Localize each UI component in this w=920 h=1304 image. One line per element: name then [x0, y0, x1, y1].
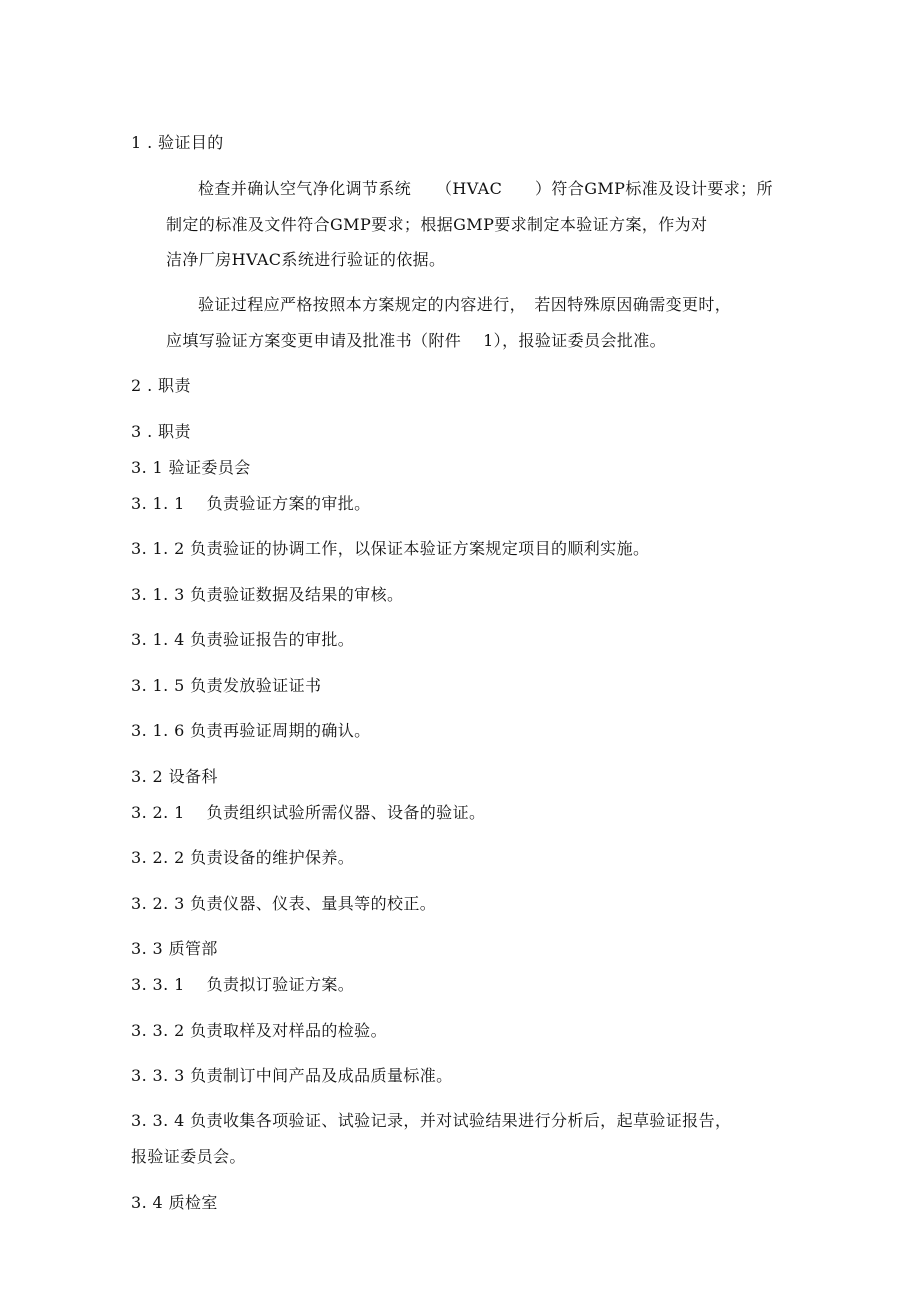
section-3-3-heading: 3. 3 质管部: [131, 939, 218, 958]
item-3-2-3: 3. 2. 3 负责仪器、仪表、量具等的校正。: [131, 894, 437, 913]
item-3-1-3: 3. 1. 3 负责验证数据及结果的审核。: [131, 585, 404, 604]
section-3-heading: 3 . 职责: [131, 422, 191, 441]
item-3-1-4: 3. 1. 4 负责验证报告的审批。: [131, 630, 355, 649]
item-3-1-5: 3. 1. 5 负责发放验证证书: [131, 676, 322, 695]
item-3-3-4-line-2: 报验证委员会。: [131, 1147, 246, 1166]
section-3-4-heading: 3. 4 质检室: [131, 1193, 218, 1212]
section-1-paragraph-1-line-2: 制定的标准及文件符合GMP要求；根据GMP要求制定本验证方案，作为对: [166, 215, 708, 234]
section-1-paragraph-1-line-1: 检查并确认空气净化调节系统 （HVAC ）符合GMP标准及设计要求；所: [198, 179, 773, 198]
item-3-1-1: 3. 1. 1 负责验证方案的审批。: [131, 494, 371, 513]
item-3-3-4-line-1: 3. 3. 4 负责收集各项验证、试验记录，并对试验结果进行分析后，起草验证报告，: [131, 1111, 732, 1130]
item-3-3-2: 3. 3. 2 负责取样及对样品的检验。: [131, 1021, 387, 1040]
item-3-1-2: 3. 1. 2 负责验证的协调工作，以保证本验证方案规定项目的顺利实施。: [131, 539, 650, 558]
item-3-2-2: 3. 2. 2 负责设备的维护保养。: [131, 848, 355, 867]
section-1-paragraph-2-line-2: 应填写验证方案变更申请及批准书（附件 1），报验证委员会批准。: [166, 331, 667, 350]
item-3-3-3: 3. 3. 3 负责制订中间产品及成品质量标准。: [131, 1066, 453, 1085]
section-1-heading: 1 . 验证目的: [131, 133, 224, 152]
item-3-3-1: 3. 3. 1 负责拟订验证方案。: [131, 975, 355, 994]
item-3-1-6: 3. 1. 6 负责再验证周期的确认。: [131, 721, 371, 740]
section-3-1-heading: 3. 1 验证委员会: [131, 458, 251, 477]
section-1-paragraph-1-line-3: 洁净厂房HVAC系统进行验证的依据。: [166, 250, 446, 269]
section-1-paragraph-2-line-1: 验证过程应严格按照本方案规定的内容进行， 若因特殊原因确需变更时，: [198, 295, 732, 314]
section-2-heading: 2 . 职责: [131, 376, 191, 395]
item-3-2-1: 3. 2. 1 负责组织试验所需仪器、设备的验证。: [131, 803, 486, 822]
section-3-2-heading: 3. 2 设备科: [131, 767, 218, 786]
